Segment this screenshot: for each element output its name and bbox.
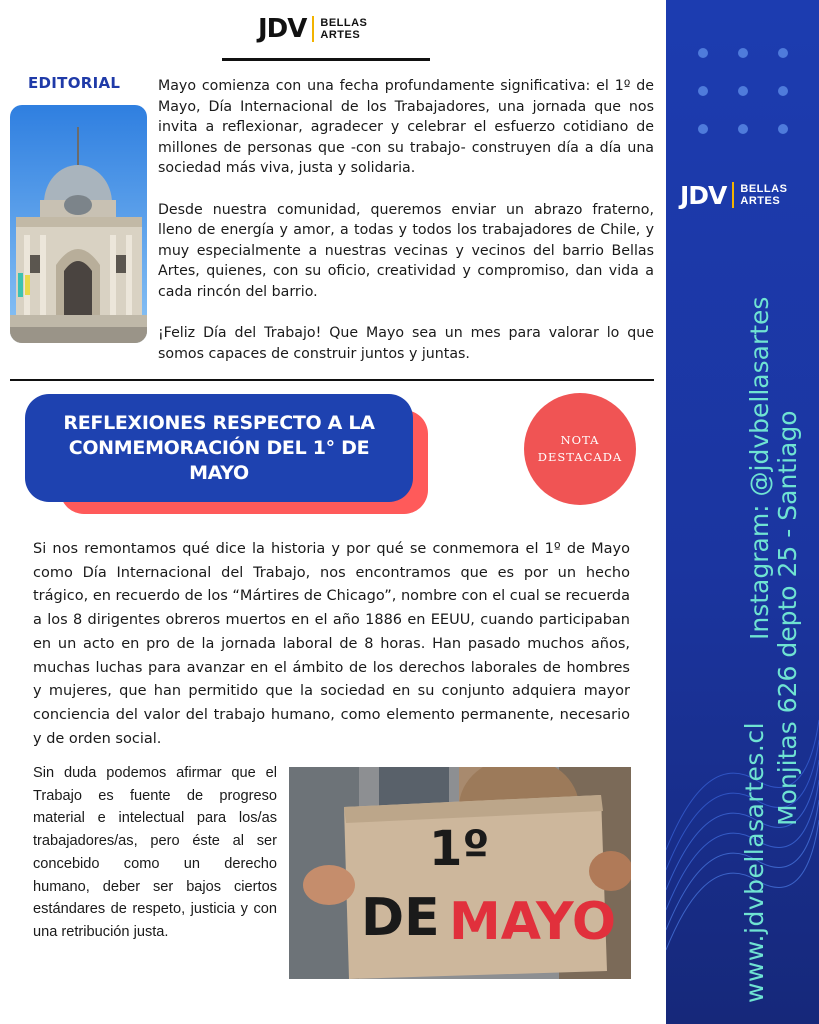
instagram-handle[interactable]: Instagram: @jdvbellasartes bbox=[745, 296, 774, 640]
featured-note-label bbox=[535, 432, 625, 466]
sign-text-number: 1º bbox=[429, 821, 490, 877]
sign-text-mayo: MAYO bbox=[449, 892, 617, 952]
editorial-paragraph: Mayo comienza con una fecha profundamente significativa: el 1º de Mayo, Día Internacional de los Trabajadores, una jornada que nos invita a reflexionar, agradecer y celebrar el esfuerzo cotidiano de millones de personas que -con su trabajo- construyen día a día una sociedad más viva, justa y solidaria. bbox=[158, 78, 654, 177]
badge-line-2: DESTACADA bbox=[537, 450, 623, 464]
logo-wordmark bbox=[740, 183, 787, 207]
logo-mark: JDV bbox=[680, 180, 727, 210]
logo-line-2: ARTES bbox=[320, 29, 361, 41]
section-divider bbox=[10, 379, 654, 381]
logo-divider bbox=[312, 16, 314, 42]
logo-line-1: BELLAS bbox=[740, 183, 788, 195]
feature-title: REFLEXIONES RESPECTO A LA CONMEMORACIÓN DEL 1° DE MAYO bbox=[63, 411, 375, 484]
feature-body: Si nos remontamos qué dice la historia y por qué se conmemora el 1º de Mayo como Día Internacional del Trabajo, nos encontramos que es por un hecho trágico, en recuerdo de los “Mártires de Chicago”, nombre con el cual se recuerda a los 8 dirigentes obreros muertos en el año 1886 en EEUU, cuando participaban en un acto en pro de la jornada laboral de 8 horas. Han pasado muchos años, muchas luchas para avanzar en el ámbito de los derechos laborales de hombres y mujeres, que han permitido que la sociedad en su conjunto adquiera mayor conciencia del valor del trabajo humano, como elemento permanente, necesario y de orden social. bbox=[33, 541, 630, 747]
may-day-sign-photo bbox=[289, 767, 631, 979]
featured-note-badge bbox=[524, 393, 636, 505]
editorial-paragraph: ¡Feliz Día del Trabajo! Que Mayo sea un mes para valorar lo que somos capaces de construir juntos y juntas. bbox=[158, 325, 654, 362]
editorial-body bbox=[158, 76, 654, 385]
museum-building-photo bbox=[10, 105, 147, 343]
sidebar-logo bbox=[680, 182, 787, 208]
logo-line-1: BELLAS bbox=[320, 17, 368, 29]
logo-mark: JDV bbox=[258, 14, 307, 44]
title-banner bbox=[25, 394, 413, 502]
address: Monjitas 626 depto 25 - Santiago bbox=[773, 410, 802, 826]
logo-wordmark bbox=[320, 17, 367, 41]
editorial-paragraph: Desde nuestra comunidad, queremos enviar un abrazo fraterno, lleno de energía y amor, a todas y todos los trabajadores de Chile, y muy especialmente a nuestras vecinas y vecinos del barrio Bellas Artes, quienes, con su oficio, creatividad y compromiso, dan vida a cada rincón del barrio. bbox=[158, 201, 654, 300]
logo-line-2: ARTES bbox=[740, 195, 781, 207]
header-divider bbox=[222, 58, 430, 61]
logo-divider bbox=[732, 182, 734, 208]
feature-closing: Sin duda podemos afirmar que el Trabajo es fuente de progreso material e intelectual para los/as trabajadores/as, pero éste al ser concebido como un derecho humano, deber ser bajos ciertos estándares de respeto, justicia y con una retribución justa. bbox=[33, 765, 277, 940]
sign-text-de: DE bbox=[361, 888, 440, 948]
header-logo bbox=[258, 16, 367, 42]
badge-line-1: NOTA bbox=[560, 433, 600, 447]
website-link[interactable]: www.jdvbellasartes.cl bbox=[740, 721, 769, 1003]
editorial-heading: EDITORIAL bbox=[28, 74, 121, 92]
